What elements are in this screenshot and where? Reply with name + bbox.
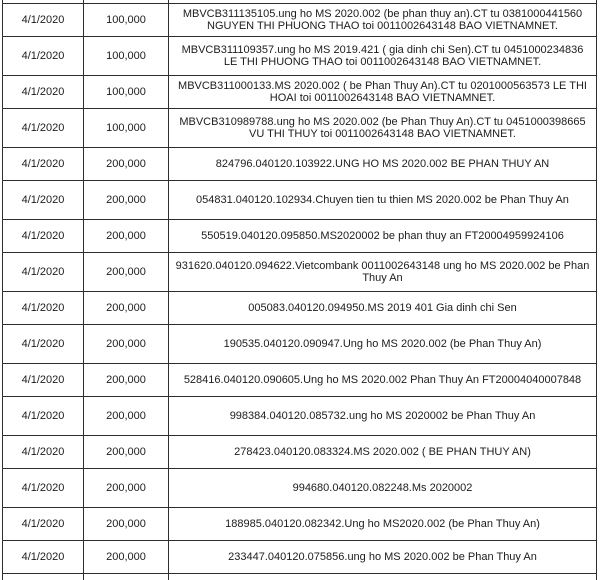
- table-row: [3, 469, 597, 508]
- table-row: [3, 436, 597, 469]
- table-row: [3, 220, 597, 253]
- empty-cell: [169, 574, 597, 580]
- transaction-description-cell: MBVCB311135105.ung ho MS 2020.002 (be phan thuy an).CT tu 0381000441560 NGUYEN THI PHUONG THAO toi 0011002643148 BAO VIETNAMNET.: [169, 4, 597, 37]
- transaction-amount-cell: 200,000: [84, 397, 169, 436]
- transaction-date-cell: 4/1/2020: [3, 436, 84, 469]
- transaction-description-cell: 550519.040120.095850.MS2020002 be phan thuy an FT20004959924106: [169, 220, 597, 253]
- table-row: [3, 109, 597, 148]
- transaction-amount-cell: 200,000: [84, 508, 169, 541]
- transaction-date-cell: 4/1/2020: [3, 364, 84, 397]
- transaction-description-cell: 005083.040120.094950.MS 2019 401 Gia dinh chi Sen: [169, 292, 597, 325]
- transaction-date-cell: 4/1/2020: [3, 397, 84, 436]
- transaction-amount-cell: 200,000: [84, 292, 169, 325]
- transaction-date-cell: 4/1/2020: [3, 37, 84, 76]
- transaction-date-cell: 4/1/2020: [3, 325, 84, 364]
- table-row: [3, 4, 597, 37]
- transaction-date-cell: 4/1/2020: [3, 469, 84, 508]
- table-row: [3, 364, 597, 397]
- transaction-description-cell: 278423.040120.083324.MS 2020.002 ( BE PHAN THUY AN): [169, 436, 597, 469]
- table-row: [3, 37, 597, 76]
- transaction-description-cell: 190535.040120.090947.Ung ho MS 2020.002 (be Phan Thuy An): [169, 325, 597, 364]
- transaction-description-cell: MBVCB311000133.MS 2020.002 ( be Phan Thuy An).CT tu 0201000563573 LE THI HOAI toi 0011002643148 BAO VIETNAMNET.: [169, 76, 597, 109]
- transaction-amount-cell: 200,000: [84, 181, 169, 220]
- transaction-amount-cell: 200,000: [84, 364, 169, 397]
- transaction-date-cell: 4/1/2020: [3, 109, 84, 148]
- table-row: [3, 76, 597, 109]
- table-row: [3, 397, 597, 436]
- transaction-date-cell: 4/1/2020: [3, 253, 84, 292]
- transaction-date-cell: 4/1/2020: [3, 292, 84, 325]
- transaction-description-cell: 824796.040120.103922.UNG HO MS 2020.002 BE PHAN THUY AN: [169, 148, 597, 181]
- transaction-date-cell: 4/1/2020: [3, 4, 84, 37]
- transaction-date-cell: 4/1/2020: [3, 541, 84, 574]
- transaction-description-cell: MBVCB310989788.ung ho MS 2020.002 (be Phan Thuy An).CT tu 0451000398665 VU THI THUY toi 0011002643148 BAO VIETNAMNET.: [169, 109, 597, 148]
- transaction-amount-cell: 200,000: [84, 148, 169, 181]
- empty-cell: [84, 574, 169, 580]
- table-row: [3, 292, 597, 325]
- transaction-amount-cell: 100,000: [84, 109, 169, 148]
- transaction-description-cell: 994680.040120.082248.Ms 2020002: [169, 469, 597, 508]
- transaction-description-cell: 054831.040120.102934.Chuyen tien tu thien MS 2020.002 be Phan Thuy An: [169, 181, 597, 220]
- transactions-table: [2, 0, 597, 580]
- transaction-amount-cell: 200,000: [84, 436, 169, 469]
- transaction-description-cell: 998384.040120.085732.ung ho MS 2020002 be Phan Thuy An: [169, 397, 597, 436]
- transaction-date-cell: 4/1/2020: [3, 181, 84, 220]
- table-row: [3, 181, 597, 220]
- transaction-description-cell: 931620.040120.094622.Vietcombank 0011002643148 ung ho MS 2020.002 be Phan Thuy An: [169, 253, 597, 292]
- transaction-date-cell: 4/1/2020: [3, 220, 84, 253]
- table-row: [3, 325, 597, 364]
- transaction-date-cell: 4/1/2020: [3, 76, 84, 109]
- transaction-description-cell: 233447.040120.075856.ung ho MS 2020.002 be Phan Thuy An: [169, 541, 597, 574]
- transaction-description-cell: 528416.040120.090605.Ung ho MS 2020.002 Phan Thuy An FT20004040007848: [169, 364, 597, 397]
- transaction-amount-cell: 200,000: [84, 541, 169, 574]
- transaction-amount-cell: 100,000: [84, 37, 169, 76]
- empty-cell: [3, 574, 84, 580]
- transaction-description-cell: 188985.040120.082342.Ung ho MS2020.002 (be Phan Thuy An): [169, 508, 597, 541]
- table-row: [3, 541, 597, 574]
- table-row: [3, 253, 597, 292]
- transaction-amount-cell: 100,000: [84, 76, 169, 109]
- transaction-amount-cell: 200,000: [84, 325, 169, 364]
- table-row-partial-bottom: [3, 574, 597, 580]
- transaction-date-cell: 4/1/2020: [3, 148, 84, 181]
- transaction-amount-cell: 200,000: [84, 253, 169, 292]
- transaction-amount-cell: 200,000: [84, 220, 169, 253]
- table-row: [3, 148, 597, 181]
- transaction-amount-cell: 100,000: [84, 4, 169, 37]
- table-row: [3, 508, 597, 541]
- transaction-date-cell: 4/1/2020: [3, 508, 84, 541]
- transactions-table-body: [3, 0, 597, 580]
- transaction-amount-cell: 200,000: [84, 469, 169, 508]
- transaction-description-cell: MBVCB311109357.ung ho MS 2019.421 ( gia dinh chi Sen).CT tu 0451000234836 LE THI PHUONG THAO toi 0011002643148 BAO VIETNAMNET.: [169, 37, 597, 76]
